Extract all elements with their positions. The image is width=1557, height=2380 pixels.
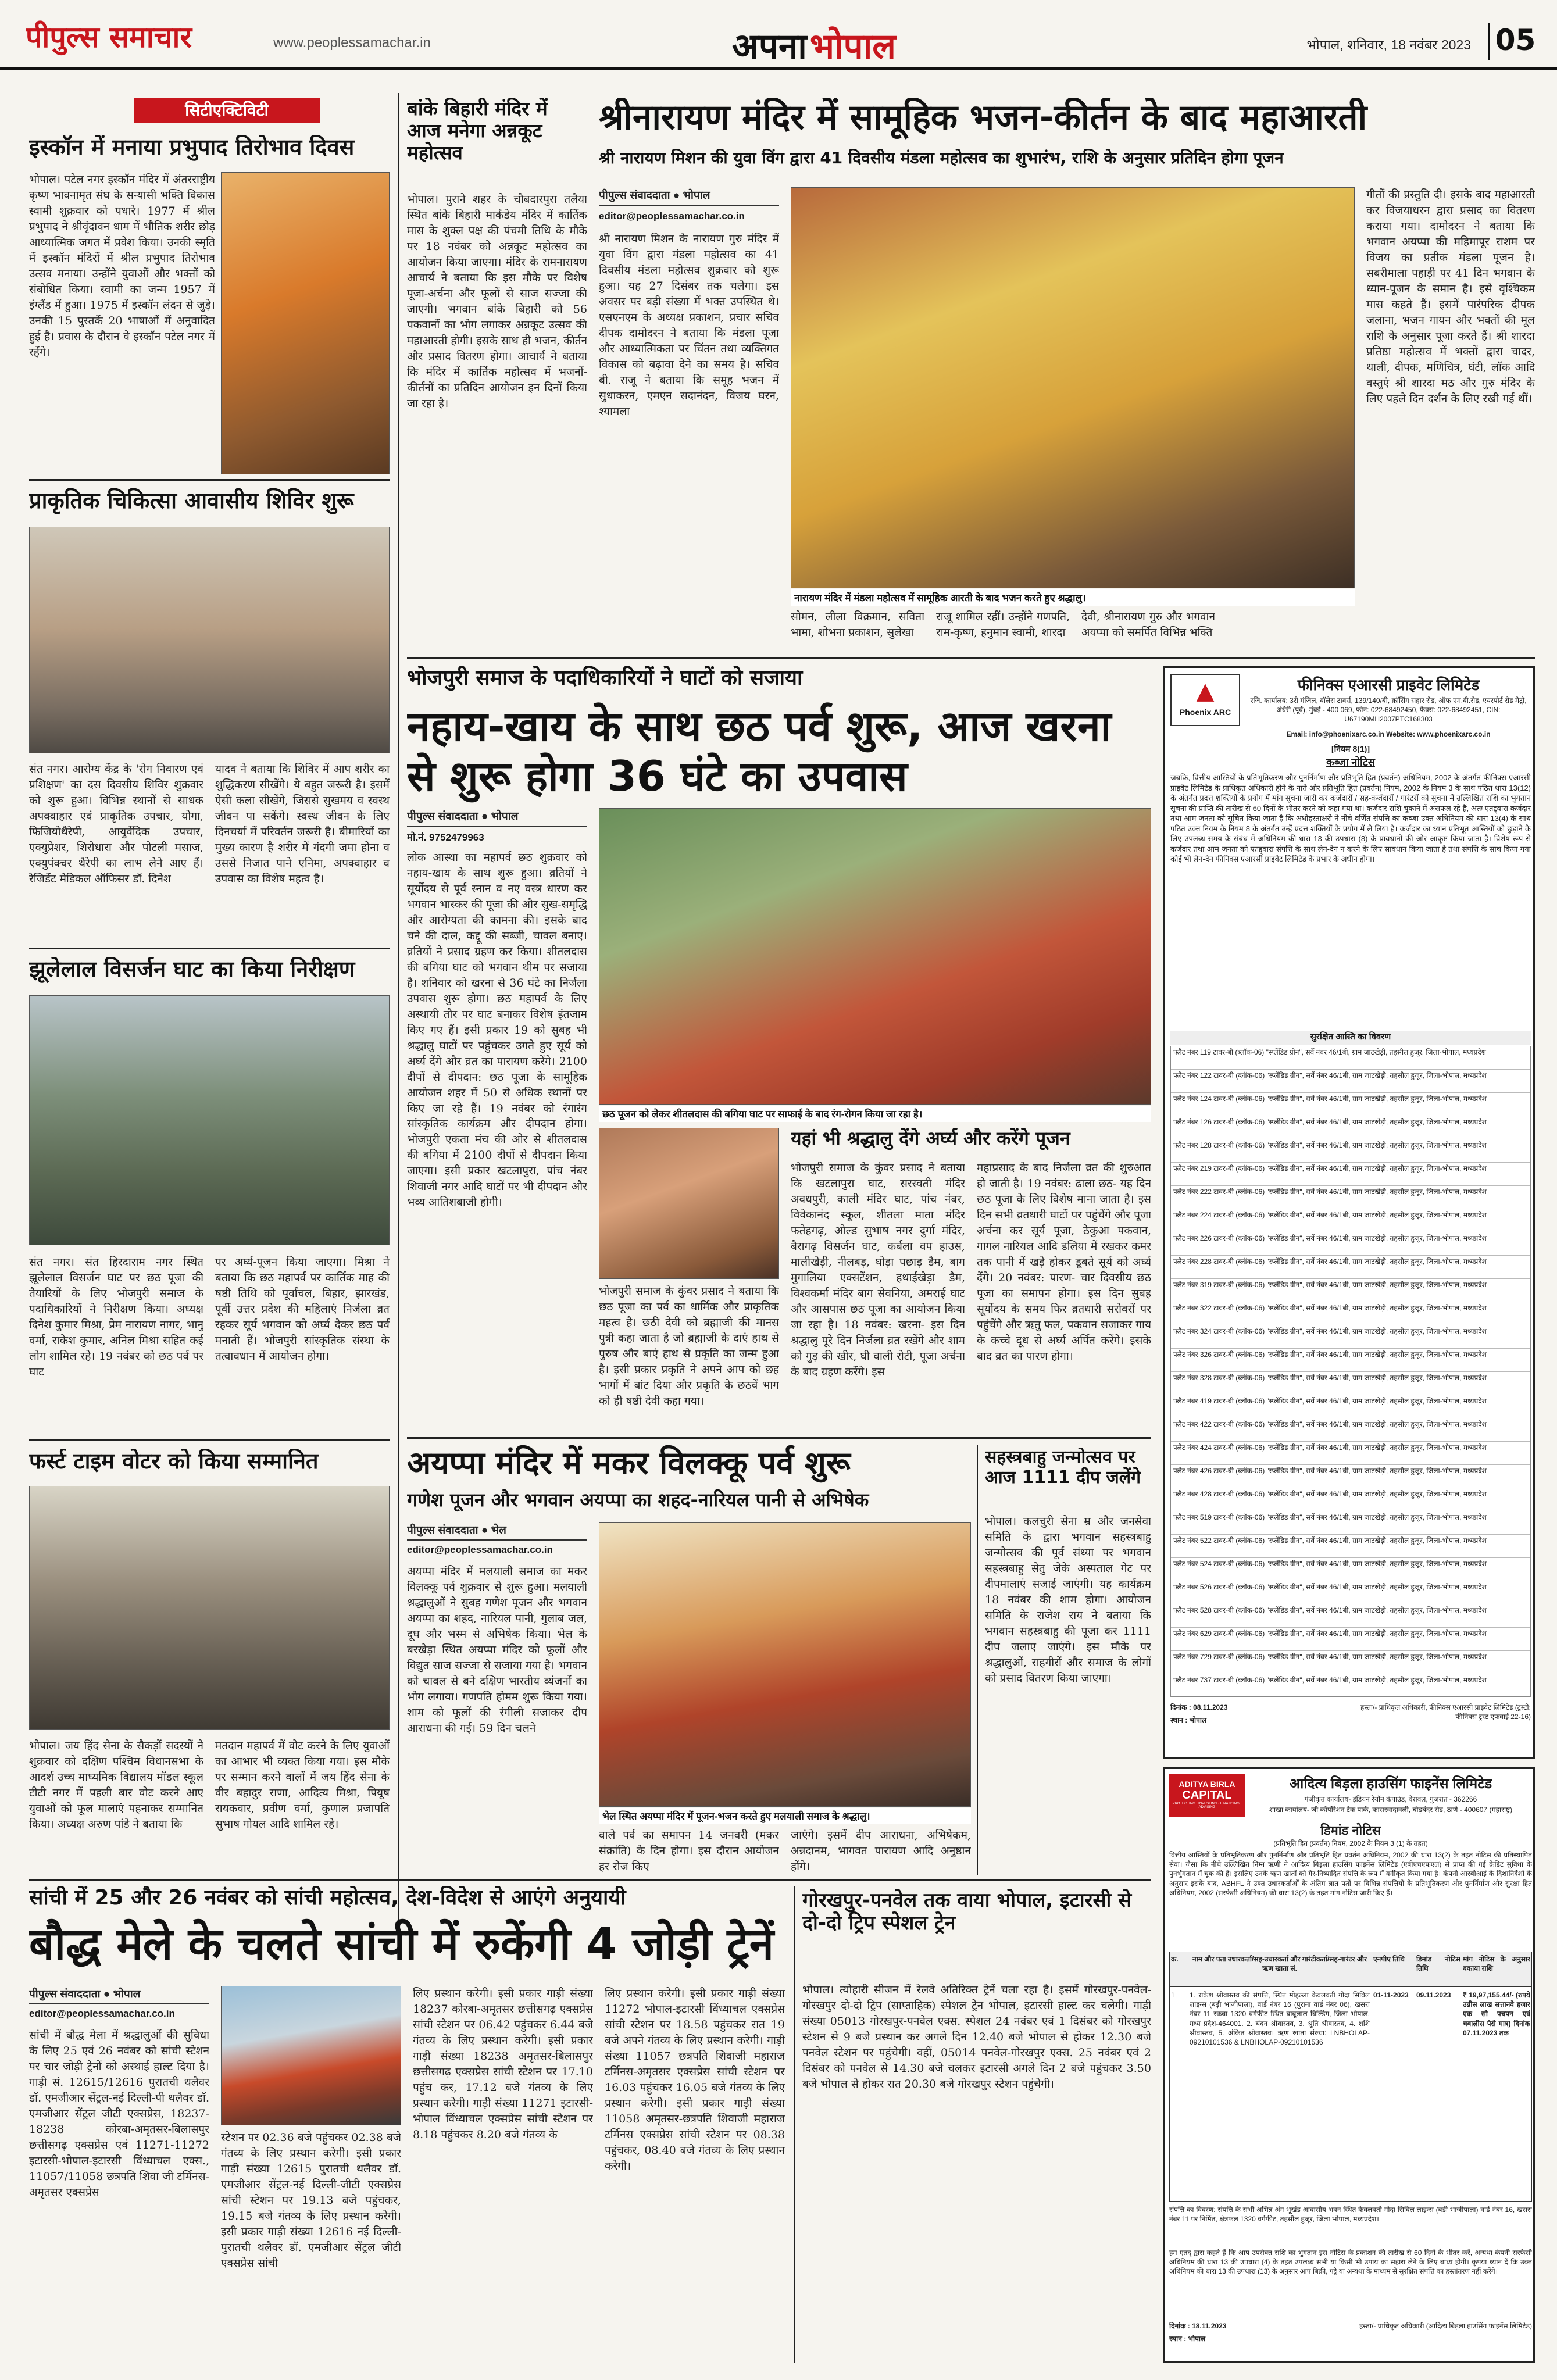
table-row: फ्लैट नंबर 528 टावर-बी (ब्लॉक-06) "स्प्लेंडिड ग्रीन", सर्वे नंबर 46/1बी, ग्राम जाटखेड़ी, तहसील हुजूर, जिला-भोपाल, मध्यप्रदेश [1171, 1604, 1530, 1628]
phoenix-schedule-title: सुरक्षित आस्ति का विवरण [1170, 1031, 1531, 1045]
sanchi-col2: स्टेशन पर 02.36 बजे पहुंचकर 02.38 बजे गंतव्य के लिए प्रस्थान करेगी। इसी प्रकार गाड़ी संख्या 12615 पुरातची थलैवर डॉ. एमजीआर सेंट्रल-नई दिल्ली-जीटी एक्सप्रेस सांची स्टेशन पर 19.13 बजे पहुंचकर, 19.15 बजे गंतव्य के लिए प्रस्थान करेगी। इसी प्रकार गाड़ी संख्या 12616 नई दिल्ली-पुरातची थलैवर डॉ. एमजीआर सेंट्रल जीटी एक्सप्रेस सांची [221, 2131, 401, 2270]
aditya-reg-office: पंजीकृत कार्यालय- इंडियन रेयॉन कंपाउंड, वेरावल, गुजरात - 362266 [1304, 1795, 1477, 1803]
aditya-th-npa: एनपीए तिथि [1373, 1955, 1405, 1963]
aditya-th-details: नाम और पता उधारकर्ता/सह-उधारकर्ता और गारंटीकर्ता/सह-गारंटर और ऋण खाता सं. [1192, 1955, 1367, 1973]
table-row: फ्लैट नंबर 119 टावर-बी (ब्लॉक-06) "स्प्लेंडिड ग्रीन", सर्वे नंबर 46/1बी, ग्राम जाटखेड़ी, तहसील हुजूर, जिला-भोपाल, मध्यप्रदेश [1171, 1046, 1530, 1070]
sanchi-train-photo [221, 1986, 401, 2125]
aditya-td-npa: 01-11-2023 [1373, 1991, 1409, 1999]
aditya-table [1169, 1952, 1532, 2202]
naturo-col2: यादव ने बताया कि शिविर में आप शरीर का शुद्धिकरण सीखेंगे। ये बहुत जरूरी है। इसमें ऐसी कला सीखेंगे, जिससे सुखमय व स्वस्थ जीवन पा सकेंगे। स्वस्थ जीवन के लिए दिनचर्या में परिवर्तन जरूरी है। बीमारियों का मुख्य कारण है शरीर में गंदगी जमा होना व उससे निजात पाने एनिमा, अपक्वाहार व उपवास का विशेष महत्व है। [215, 763, 390, 885]
aditya-th-amount: मांग नोटिस के अनुसार बकाया राशि [1463, 1955, 1530, 1973]
shrinarayan-email: editor@peoplessamachar.co.in [599, 210, 745, 221]
aditya-th-demand: डिमांड नोटिस तिथि [1416, 1955, 1460, 1973]
aditya-property-desc: संपत्ति का विवरण: संपत्ति के सभी अभिन्न अंग भूखंड आवासीय भवन स्थित केवलवती गोदा सिविल लाइन्स (बड़ी भाजीपाला) वार्ड नंबर 16, खसरा नंबर 11 पर निर्मित, क्षेत्रफल 1320 वर्गफीट, तहसील हुजूर, जिला भोपाल, मध्यप्रदेश। [1169, 2206, 1532, 2224]
table-row: फ्लैट नंबर 629 टावर-बी (ब्लॉक-06) "स्प्लेंडिड ग्रीन", सर्वे नंबर 46/1बी, ग्राम जाटखेड़ी, तहसील हुजूर, जिला-भोपाल, मध्यप्रदेश [1171, 1628, 1530, 1651]
phoenix-email: Email: info@phoenixarc.co.in Website: www.phoenixarc.co.in [1286, 730, 1491, 738]
shrinarayan-headline: श्रीनारायण मंदिर में सामूहिक भजन-कीर्तन के बाद महाआरती [599, 98, 1367, 138]
sanchi-kicker: सांची में 25 और 26 नवंबर को सांची महोत्सव, देश-विदेश से आएंगे अनुयायी [29, 1886, 626, 1910]
ayyappa-email: editor@peoplessamachar.co.in [407, 1544, 553, 1555]
shrinarayan-col2: सोमन, लीला विक्रमान, सविता भामा, शोभना प्रकाशन, सुलेखा [791, 610, 924, 639]
table-row: फ्लैट नंबर 729 टावर-बी (ब्लॉक-06) "स्प्लेंडिड ग्रीन", सर्वे नंबर 46/1बी, ग्राम जाटखेड़ी, तहसील हुजूर, जिला-भोपाल, मध्यप्रदेश [1171, 1651, 1530, 1674]
gorakhpur-headline: गोरखपुर-पनवेल तक वाया भोपाल, इटारसी से दो-दो ट्रिप स्पेशल ट्रेन [802, 1889, 1132, 1935]
divider [407, 1437, 1151, 1439]
chhath-col2-side: भोजपुरी समाज के कुंवर प्रसाद ने बताया कि छठ पूजा का पर्व का धार्मिक और प्राकृतिक महत्व है। छठी देवी को ब्रह्माजी की मानस पुत्री कहा जाता है जो ब्रह्माजी के दाएं हाथ से पुरुष और बाएं हाथ से प्रकृति का जन्म हुआ है। इसी प्रकार प्रकृति ने अपने आप को छह भागों में बांट दिया और प्रकृति के छठवें भाग को ही षष्ठी देवी कहा गया। [599, 1285, 779, 1407]
gorakhpur-body: भोपाल। त्योहारी सीजन में रेलवे अतिरिक्त ट्रेनें चला रहा है। इसमें गोरखपुर-पनवेल-गोरखपुर दो-दो ट्रिप (साप्ताहिक) स्पेशल ट्रेन भोपाल, इटारसी हाल्ट कर चलेगी। गाड़ी संख्या 05013 गोरखपुर-पनवेल एक्स. स्पेशल 24 नवंबर एवं 1 दिसंबर को गोरखपुर स्टेशन से 9 बजे प्रस्थान कर अगले दिन 12.40 बजे भोपाल से होकर 12.30 बजे पनवेल स्टेशन पर पहुंचेगी। वहीं, 05014 पनवेल-गोरखपुर एक्स. 25 नवंबर एवं 2 दिसंबर को पनवेल से 14.30 बजे चलकर इटारसी अगले दिन 2 बजे पहुंचकर 3.50 बजे भोपाल से होकर रात 20.30 बजे गोरखपुर स्टेशन पहुंचेगी। [802, 1984, 1151, 2090]
sanchi-col3: लिए प्रस्थान करेगी। इसी प्रकार गाड़ी संख्या 11272 भोपाल-इटारसी विंध्याचल एक्सप्रेस सांची स्टेशन पर 18.58 पहुंचकर रात 19 बजे अपने गंतव्य के लिए प्रस्थान करेगी। गाड़ी संख्या 11057 छत्रपति शिवाजी महाराज टर्मिनस-अमृतसर एक्सप्रेस सांची स्टेशन पर 16.03 पहुंचकर 16.05 बजे गंतव्य के लिए प्रस्थान करेगी। इसी प्रकार गाड़ी संख्या 11058 अमृतसर-छत्रपति शिवाजी महाराज टर्मिनस एक्सप्रेस सांची स्टेशन पर 08.38 पहुंचकर, 08.40 बजे गंतव्य के लिए प्रस्थान करेगी। [605, 1987, 785, 2172]
sanchi-byline: पीपुल्स संवाददाता ● भोपाल [29, 1986, 209, 2004]
section-title [669, 21, 959, 67]
phoenix-notice: कब्जा नोटिस [1326, 756, 1375, 768]
paper-logo [26, 16, 270, 57]
divider [407, 657, 1535, 659]
table-row: फ्लैट नंबर 222 टावर-बी (ब्लॉक-06) "स्प्लेंडिड ग्रीन", सर्वे नंबर 46/1बी, ग्राम जाटखेड़ी, तहसील हुजूर, जिला-भोपाल, मध्यप्रदेश [1171, 1186, 1530, 1209]
table-row: फ्लैट नंबर 128 टावर-बी (ब्लॉक-06) "स्प्लेंडिड ग्रीन", सर्वे नंबर 46/1बी, ग्राम जाटखेड़ी, तहसील हुजूर, जिला-भोपाल, मध्यप्रदेश [1171, 1139, 1530, 1163]
chhath-col1: लोक आस्था का महापर्व छठ शुक्रवार को नहाय-खाय के साथ शुरू हुआ। व्रतियों ने सूर्योदय से पूर्व स्नान व नए वस्त्र धारण कर भगवान भास्कर की पूजा की और सुख-समृद्धि और आरोग्यता की कामना की। इसके बाद चने की दाल, कद्दू की सब्जी, चावल बनाए। व्रतियों ने प्रसाद ग्रहण कर किया। शीतलदास की बगिया घाट को भगवान थीम पर सजाया है। शनिवार को खरना से 36 घंटे का निर्जला उपवास शुरू होगा। छठ महापर्व के लिए अस्थायी तौर पर घाट बनाकर विशेष इंतजाम किए गए हैं। इसी प्रकार 19 को सुबह भी श्रद्धालु घाटों पर पहुंचकर उगते हुए सूर्य को अर्घ्य देंगे और व्रत का पारायण करेंगे। 2100 दीपों से दीपदान: छठ पूजा के सामूहिक आयोजन शहर में 50 से अधिक स्थानों पर किए जा रहे हैं। 19 नवंबर को रंगारंग सांस्कृतिक कार्यक्रम और दीपदान होगा। भोजपुरी एकता मंच की ओर से शीतलदास की बगिया में 2100 दीपों से दीपदान किया जाएगा। इसी प्रकार खटलापुरा, पांच नंबर शिवाजी नगर आदि घाटों पर भी दीपदान और भव्य आतिशबाजी होगी। [407, 851, 587, 1209]
chhath-subheadline: यहां भी श्रद्धालु देंगे अर्घ्य और करेंगे पूजन [791, 1128, 1070, 1149]
section-title-a: अपना [732, 26, 807, 67]
aditya-tagline: PROTECTING · INVESTING · FINANCING · ADVISING [1172, 1802, 1242, 1809]
paper-name: पीपुल्स समाचार [26, 20, 192, 54]
phoenix-logo-text: Phoenix ARC [1179, 707, 1231, 717]
sanchi-col1: सांची में बौद्ध मेला में श्रद्धालुओं की सुविधा के लिए 25 एवं 26 नवंबर को सांची स्टेशन पर चार जोड़ी ट्रेनों को अस्थाई हाल्ट दिया है। गाड़ी सं. 12615/12616 पुरातची थलैवर डॉ. एमजीआर सेंट्रल-नई दिल्ली-पी थलैवर डॉ. एमजीआर सेंट्रल जीटी एक्सप्रेस, 18237-18238 कोरबा-अमृतसर-बिलासपुर छत्तीसगढ़ एक्सप्रेस एवं 11271-11272 इटारसी-भोपाल-इटारसी विंध्याचल एक्स., 11057/11058 छत्रपति शिवा जी टर्मिनस-अमृतसर एक्सप्रेस [29, 2029, 209, 2199]
sahastra-body: भोपाल। कलचुरी सेना म्र और जनसेवा समिति के द्वारा भगवान सहस्त्रबाहु जन्मोत्सव की पूर्व संध्या पर भगवान सहस्त्रबाहु सेतु जेके अस्पताल गेट पर दीपमालाएं सजाई जाएंगी। यह कार्यक्रम 18 नवंबर की शाम होगा। आयोजन समिति के राजेश राय ने बताया कि भगवान सहस्त्रबाहु की पूजा कर 1111 दीप जलाए जाएंगे। इस मौके पर श्रद्धालुओं, राहगीरों और समाज के लोगों को प्रसाद वितरण किया जाएगा। [985, 1515, 1151, 1685]
phoenix-ad [1163, 666, 1535, 1759]
dateline: भोपाल, शनिवार, 18 नवंबर 2023 [1306, 37, 1471, 52]
chhath-small-photo [599, 1128, 779, 1279]
phoenix-body: जबकि, वित्तीय आस्तियों के प्रतिभूतिकरण और पुनर्निर्माण और प्रतिभूति हित (प्रवर्तन) अधिनियम, 2002 के अंतर्गत फीनिक्स एआरसी प्राइवेट लिमिटेड के प्राधिकृत अधिकारी होने के नाते और प्रतिभूति हित (प्रवर्तन) नियम, 2002 के नियम 3 के साथ पठित धारा 13(12) के अंतर्गत प्रदत्त शक्तियों के प्रयोग में मांग सूचना जारी कर कर्जदारों / सह-कर्जदारों / गारंटरों को सूचना में उल्लिखित राशि का भुगतान सूचना की प्राप्ति की तारीख से 60 दिनों के भीतर करने को कहा गया था। कर्जदार राशि चुकाने में असफल रहे हैं, अतः एतद्द्वारा कर्जदार तथा आम जनता को सूचित किया जाता है कि अधोहस्ताक्षरी ने नीचे वर्णित संपत्ति का कब्जा उक्त अधिनियम की धारा 13(4) के साथ पठित उक्त नियम के नियम 8 के अंतर्गत उन्हें प्रदत्त शक्तियों के प्रयोग में ले लिया है। कर्जदार का ध्यान प्रतिभूत आस्तियों को छुड़ाने के लिए उपलब्ध समय के संबंध में अधिनियम की धारा 13 की उपधारा (8) के प्रावधानों की ओर आकृष्ट किया जाता है। विशेष रूप से कर्जदार तथा आम जनता को एतद्द्वारा संपत्ति के साथ लेन-देन न करने के लिए सावधान किया जाता है तथा संपत्ति के साथ किया गया कोई भी लेन-देन फीनिक्स एआरसी प्राइवेट लिमिटेड के प्रभार के अधीन होगा। [1170, 773, 1531, 864]
aditya-td-details: 1. राकेश श्रीवास्तव की संपत्ति, स्थित मोहल्ला केवलवती गोदा सिविल लाइन्स (बड़ी भाजीपाला), वार्ड नंबर 16 (पुराना वार्ड नंबर 06), खसरा नंबर 11 रकबा 1320 वर्गफीट स्थित बाबूलाल बिल्डिंग, जिला भोपाल, मध्य प्रदेश-464001. 2. चंदन श्रीवास्तव, 3. श्रुति श्रीवास्तव, 4. शशि श्रीवास्तव, 5. अंकित श्रीवास्तव। ऋण खाता संख्या: LNBHOLAP-09210101536 & LNBHOLAP-09210101536 [1190, 1991, 1370, 2046]
phoenix-rows [1171, 1046, 1530, 1697]
naturo-photo [29, 527, 390, 753]
table-row: फ्लैट नंबर 319 टावर-बी (ब्लॉक-06) "स्प्लेंडिड ग्रीन", सर्वे नंबर 46/1बी, ग्राम जाटखेड़ी, तहसील हुजूर, जिला-भोपाल, मध्यप्रदेश [1171, 1279, 1530, 1302]
aditya-th-sno: क्र. [1171, 1955, 1179, 1963]
ayyappa-caption: भेल स्थित अयप्पा मंदिर में पूजन-भजन करते हुए मलयाली समाज के श्रद्धालु। [599, 1808, 971, 1824]
chhath-photo [599, 808, 1151, 1105]
divider [29, 1879, 1151, 1881]
table-row: फ्लैट नंबर 522 टावर-बी (ब्लॉक-06) "स्प्लेंडिड ग्रीन", सर्वे नंबर 46/1बी, ग्राम जाटखेड़ी, तहसील हुजूर, जिला-भोपाल, मध्यप्रदेश [1171, 1535, 1530, 1558]
aditya-sign: हस्ता/- प्राधिकृत अधिकारी (आदित्य बिड़ला हाउसिंग फाइनेंस लिमिटेड) [1359, 2322, 1532, 2330]
table-row: फ्लैट नंबर 224 टावर-बी (ब्लॉक-06) "स्प्लेंडिड ग्रीन", सर्वे नंबर 46/1बी, ग्राम जाटखेड़ी, तहसील हुजूर, जिला-भोपाल, मध्यप्रदेश [1171, 1209, 1530, 1232]
jhulelal-col2: पर अर्घ्य-पूजन किया जाएगा। मिश्रा ने बताया कि छठ महापर्व पर कार्तिक माह की षष्ठी तिथि को पूर्वांचल, बिहार, झारखंड, पूर्वी उत्तर प्रदेश की महिलाएं निर्जला व्रत रहकर सूर्य भगवान को अर्घ्य देकर छठ पर्व मनाती हैं। भोजपुरी सांस्कृतिक संस्था के तत्वावधान में आयोजन होगा। [215, 1256, 390, 1363]
voter-headline: फर्स्ट टाइम वोटर को किया सम्मानित [29, 1449, 319, 1474]
table-row: फ्लैट नंबर 424 टावर-बी (ब्लॉक-06) "स्प्लेंडिड ग्रीन", सर्वे नंबर 46/1बी, ग्राम जाटखेड़ी, तहसील हुजूर, जिला-भोपाल, मध्यप्रदेश [1171, 1442, 1530, 1465]
iskcon-photo [221, 172, 390, 474]
aditya-td-sno: 1 [1171, 1991, 1175, 1999]
aditya-logo-top: ADITYA BIRLA [1179, 1779, 1235, 1789]
chhath-kicker: भोजपुरी समाज के पदाधिकारियों ने घाटों को सजाया [407, 666, 803, 690]
table-row: फ्लैट नंबर 519 टावर-बी (ब्लॉक-06) "स्प्लेंडिड ग्रीन", सर्वे नंबर 46/1बी, ग्राम जाटखेड़ी, तहसील हुजूर, जिला-भोपाल, मध्यप्रदेश [1171, 1511, 1530, 1535]
table-row: फ्लैट नंबर 124 टावर-बी (ब्लॉक-06) "स्प्लेंडिड ग्रीन", सर्वे नंबर 46/1बी, ग्राम जाटखेड़ी, तहसील हुजूर, जिला-भोपाल, मध्यप्रदेश [1171, 1093, 1530, 1116]
chhath-mobile: मो.नं. 9752479963 [407, 832, 484, 843]
aditya-branch-office: शाखा कार्यालय- जी कॉर्पोरेशन टेक पार्क, कासरवादावली, घोड़बंदर रोड, ठाणे - 400607 (महाराष्ट्र) [1269, 1806, 1513, 1814]
ayyappa-headline: अयप्पा मंदिर में मकर विलक्कू पर्व शुरू [407, 1445, 851, 1481]
aditya-footer-body: हम एतद् द्वारा कहते हैं कि आप उपरोक्त राशि का भुगतान इस नोटिस के प्रकाशन की तारीख से 60 दिनों के भीतर करें, अन्यथा कंपनी सरफेसी अधिनियम की धारा 13 की उपधारा (4) के तहत उपलब्ध सभी या किसी भी उपाय का सहारा लेने के लिए बाध्य होगी। कृपया ध्यान दें कि उक्त अधिनियम की धारा 13 की उपधारा (13) के अनुसार आप बिक्री, पट्टे या अन्यथा के माध्यम से सुरक्षित संपत्ति का हस्तांतरण नहीं करेंगे। [1169, 2249, 1532, 2276]
chhath-caption: छठ पूजन को लेकर शीतलदास की बगिया घाट पर साफाई के बाद रंग-रोगन किया जा रहा है। [599, 1106, 1151, 1122]
aditya-rule-line: (प्रतिभूति हित (प्रवर्तन) नियम, 2002 के नियम 3 (1) के तहत) [1273, 1839, 1428, 1847]
page-number: 05 [1488, 23, 1541, 60]
sanchi-headline: बौद्ध मेले के चलते सांची में रुकेंगी 4 जोड़ी ट्रेनें [29, 1918, 774, 1970]
ayyappa-col1: अयप्पा मंदिर में मलयाली समाज का मकर विलक्कू पर्व शुक्रवार से शुरू हुआ। मलयाली श्रद्धालुओं ने सुबह गणेश पूजन और भगवान अयप्पा का शहद, नारियल पानी, गुलाब जल, दूध और भस्म से अभिषेक किया। भेल के बरखेड़ा स्थित अयप्पा मंदिर को फूलों और विद्युत साज सज्जा से सजाया गया है। भगवान को चावल से बने दक्षिण भारतीय व्यंजनों का भोग लगाया। गणपति होमम शुरू किया गया। शाम को फूलों की रंगीली सजाकर दीप आराधना की गई। 59 दिन चलने [407, 1565, 587, 1735]
iskcon-body: भोपाल। पटेल नगर इस्कॉन मंदिर में अंतरराष्ट्रीय कृष्ण भावनामृत संघ के सन्यासी भक्ति विकास स्वामी शुक्रवार को पधारे। 1977 में श्रील प्रभुपाद ने श्रीवृंदावन धाम में भौतिक शरीर छोड़ आध्यात्मिक जगत में प्रवेश किया। उनकी स्मृति में इस्कॉन मंदिरों में श्रील प्रभुपाद तिरोभाव उत्सव मनाया। उन्होंने युवाओं और भक्तों को संबोधित किया। स्वामी का जन्म 1957 में इंग्लैंड में हुआ। 1975 में इस्कॉन लंदन से जुड़े। उनकी 15 पुस्तकें 20 भाषाओं में अनुवादित हुई है। प्रवास के दौरान वे इस्कॉन पटेल नगर में रहेंगे। [29, 173, 215, 359]
phoenix-logo-icon: ▲ [1196, 678, 1215, 705]
table-row: फ्लैट नंबर 322 टावर-बी (ब्लॉक-06) "स्प्लेंडिड ग्रीन", सर्वे नंबर 46/1बी, ग्राम जाटखेड़ी, तहसील हुजूर, जिला-भोपाल, मध्यप्रदेश [1171, 1302, 1530, 1325]
phoenix-title: फीनिक्स एआरसी प्राइवेट लिमिटेड [1297, 676, 1480, 694]
table-row: फ्लैट नंबर 126 टावर-बी (ब्लॉक-06) "स्प्लेंडिड ग्रीन", सर्वे नंबर 46/1बी, ग्राम जाटखेड़ी, तहसील हुजूर, जिला-भोपाल, मध्यप्रदेश [1171, 1116, 1530, 1139]
divider [29, 948, 390, 949]
table-row: फ्लैट नंबर 422 टावर-बी (ब्लॉक-06) "स्प्लेंडिड ग्रीन", सर्वे नंबर 46/1बी, ग्राम जाटखेड़ी, तहसील हुजूर, जिला-भोपाल, मध्यप्रदेश [1171, 1418, 1530, 1442]
chhath-col2: भोजपुरी समाज के कुंवर प्रसाद ने बताया कि खटलापुरा घाट, सरस्वती मंदिर अवधपुरी, काली मंदिर घाट, पांच नंबर, विवेकानंद स्कूल, शीतला माता मंदिर फतेहगढ़, ओल्ड सुभाष नगर दुर्गा मंदिर, बैरागढ़ विसर्जन घाट, कर्बला वप हाउस, मालीखेड़ी, नीलबड़, घोड़ा पछाड़ डैम, बाग मुगालिया एक्सटेंशन, हथाईखेड़ा डैम, विश्वकर्मा मंदिर बाग सेवनिया, अमराई घाट और आसपास छठ पूजा का आयोजन किया जा रहा है। 18 नवंबर: खरना- इस दिन श्रद्धालु पूरे दिन निर्जला व्रत रखेंगे और शाम को गुड़ की खीर, घी वाली रोटी, पूजा अर्चना के बाद ग्रहण करेंगे। इस [791, 1162, 965, 1378]
voter-col2: मतदान महापर्व में वोट करने के लिए युवाओं का आभार भी व्यक्त किया गया। इस मौके पर सम्मान करने वालों में जय हिंद सेना के वीर बहादुर राणा, आदित्य मिश्रा, पियूष रायकवार, प्रवीण वर्मा, कुणाल प्रजापति सुभाष गोयल आदि शामिल रहे। [215, 1739, 390, 1831]
website: www.peoplessamachar.in [273, 35, 431, 51]
phoenix-rule: [नियम 8(1)] [1331, 744, 1370, 753]
phoenix-schedule-table [1170, 1046, 1531, 1697]
aditya-body: वित्तीय आस्तियों के प्रतिभूतिकरण और पुनर्निर्माण और प्रतिभूति हित प्रवर्तन अधिनियम, 2002 की धारा 13(2) के तहत नोटिस की प्रतिस्थापित सेवा। जैसा कि नीचे उल्लिखित निम्न ऋणी ने आदित्य बिड़ला हाउसिंग फाइनेंस लिमिटेड (एबीएचएफएल) से प्राप्त की गई क्रेडिट सुविधा के पुनर्भुगतान में चूक की है। इसलिए उनके ऋण खातों को गैर-निष्पादित संपत्ति के रूप में वर्गीकृत किया गया है। कंपनी आरबीआई के दिशानिर्देशों के अनुसार इसके बाद, ABHFL ने उक्त उधारकर्ताओं के अंतिम ज्ञात पतों पर विभिन्न संपत्तियों के प्रतिभूतिकरण और पुनर्निर्माण और सुरक्षा हित अधिनियम, 2002 (सरफेसी अधिनियम) की धारा 13(2) के तहत मांग नोटिस जारी किए हैं। [1169, 1851, 1532, 1897]
banke-body: भोपाल। पुराने शहर के चौबदारपुरा तलैया स्थित बांके बिहारी मार्कंडेय मंदिर में कार्तिक मास के शुक्ल पक्ष की पंचमी तिथि के मौके पर 18 नवंबर को अन्नकूट महोत्सव का आयोजन किया जाएगा। मंदिर के रामनारायण आचार्य ने बताया कि इस मौके पर विशेष पूजा-अर्चना और फूलों से साज सज्जा की जाएगी। भगवान बांके बिहारी को 56 पकवानों का भोग लगाकर अन्नकूट उत्सव की महाआरती होगी। इसके साथ ही भजन, कीर्तन और प्रसाद वितरण होगा। आचार्य ने बताया कि मंदिर में कार्तिक महोत्सव में भजनों-कीर्तनों का प्रतिदिन आयोजन इन दिनों किया जा रहा है। [407, 193, 587, 410]
divider [29, 479, 390, 481]
table-row: फ्लैट नंबर 122 टावर-बी (ब्लॉक-06) "स्प्लेंडिड ग्रीन", सर्वे नंबर 46/1बी, ग्राम जाटखेड़ी, तहसील हुजूर, जिला-भोपाल, मध्यप्रदेश [1171, 1070, 1530, 1093]
ayyappa-subhead: गणेश पूजन और भगवान अयप्पा का शहद-नारियल पानी से अभिषेक [407, 1489, 869, 1511]
jhulelal-headline: झूलेलाल विसर्जन घाट का किया निरीक्षण [29, 957, 355, 982]
table-row: फ्लैट नंबर 426 टावर-बी (ब्लॉक-06) "स्प्लेंडिड ग्रीन", सर्वे नंबर 46/1बी, ग्राम जाटखेड़ी, तहसील हुजूर, जिला-भोपाल, मध्यप्रदेश [1171, 1465, 1530, 1488]
ayyappa-col2: वाले पर्व का समापन 14 जनवरी (मकर संक्रांति) के दिन होगा। इस दौरान आयोजन हर रोज किए [599, 1829, 779, 1873]
voter-col1: भोपाल। जय हिंद सेना के सैकड़ों सदस्यों ने शुक्रवार को दक्षिण पश्चिम विधानसभा के आदर्श उच्च माध्यमिक विद्यालय मॉडल स्कूल टीटी नगर में पहली बार वोट करने आए युवाओं को फूल मालाएं पहनाकर सम्मानित किया। अध्यक्ष अरुण पांडे ने बताया कि [29, 1739, 203, 1831]
naturo-headline: प्राकृतिक चिकित्सा आवासीय शिविर शुरू [29, 488, 354, 513]
jhulelal-col1: संत नगर। संत हिरदाराम नगर स्थित झूलेलाल विसर्जन घाट पर छठ पूजा की तैयारियों के लिए भोजपुरी समाज के पदाधिकारियों ने निरीक्षण किया। अध्यक्ष दिनेश कुमार मिश्रा, प्रेम नारायण नागर, भानु वर्मा, राकेश कुमार, अनिल मिश्रा सहित कई लोग शामिल रहे। 19 नवंबर को छठ पर्व पर घाट [29, 1256, 203, 1378]
chhath-byline: पीपुल्स संवाददाता ● भोपाल [407, 808, 587, 827]
shrinarayan-subhead: श्री नारायण मिशन की युवा विंग द्वारा 41 दिवसीय मंडला महोत्सव का शुभारंभ, राशि के अनुसार प्रतिदिन होगा पूजन [599, 149, 1284, 167]
shrinarayan-caption: नारायण मंदिर में मंडला महोत्सव में सामूहिक आरती के बाद भजन करते हुए श्रद्धालु। [791, 589, 1355, 606]
table-row: फ्लैट नंबर 428 टावर-बी (ब्लॉक-06) "स्प्लेंडिड ग्रीन", सर्वे नंबर 46/1बी, ग्राम जाटखेड़ी, तहसील हुजूर, जिला-भोपाल, मध्यप्रदेश [1171, 1488, 1530, 1511]
sahastra-headline: सहस्त्रबाहु जन्मोत्सव पर आज 1111 दीप जलेंगे [985, 1448, 1141, 1488]
aditya-table-header [1170, 1952, 1532, 1987]
banke-headline: बांके बिहारी मंदिर में आज मनेगा अन्नकूट महोत्सव [407, 98, 548, 164]
aditya-notice: डिमांड नोटिस [1320, 1823, 1381, 1838]
shrinarayan-col3: राजू शामिल रहीं। उन्होंने गणपति, राम-कृष्ण, हनुमान स्वामी, शारदा [936, 610, 1070, 639]
shrinarayan-byline: पीपुल्स संवाददाता ● भोपाल [599, 187, 779, 206]
city-activity-label: सिटीएक्टिविटी [134, 98, 320, 123]
phoenix-sign: हस्ता/- प्राधिकृत अधिकारी, फीनिक्स एआरसी प्राइवेट लिमिटेड (ट्रस्टी: फीनिक्स ट्रस्ट एफवाई 22-16) [1360, 1703, 1531, 1721]
column-rule [398, 93, 399, 1930]
table-row: फ्लैट नंबर 326 टावर-बी (ब्लॉक-06) "स्प्लेंडिड ग्रीन", सर्वे नंबर 46/1बी, ग्राम जाटखेड़ी, तहसील हुजूर, जिला-भोपाल, मध्यप्रदेश [1171, 1349, 1530, 1372]
aditya-logo-bottom: CAPITAL [1182, 1789, 1232, 1802]
jhulelal-photo [29, 995, 390, 1245]
aditya-logo [1169, 1774, 1245, 1817]
chhath-headline: नहाय-खाय के साथ छठ पर्व शुरू, आज खरना से शुरू होगा 36 घंटे का उपवास [407, 702, 1112, 801]
sanchi-col2-top: लिए प्रस्थान करेगी। इसी प्रकार गाड़ी संख्या 18237 कोरबा-अमृतसर छत्तीसगढ़ एक्सप्रेस सांची स्टेशन पर 06.42 पहुंचकर 6.44 बजे गंतव्य के लिए प्रस्थान करेगी। इसी प्रकार गाड़ी संख्या 18238 अमृतसर-बिलासपुर छत्तीसगढ़ एक्सप्रेस सांची स्टेशन पर 17.10 पहुंच कर, 17.12 बजे गंतव्य के लिए प्रस्थान करेगी। गाड़ी संख्या 11271 इटारसी-भोपाल विंध्याचल एक्सप्रेस सांची स्टेशन पर 8.18 पहुंचकर 8.20 बजे गंतव्य के [413, 1987, 593, 2141]
phoenix-logo [1170, 674, 1240, 726]
section-title-b: भोपाल [809, 26, 896, 67]
table-row: फ्लैट नंबर 524 टावर-बी (ब्लॉक-06) "स्प्लेंडिड ग्रीन", सर्वे नंबर 46/1बी, ग्राम जाटखेड़ी, तहसील हुजूर, जिला-भोपाल, मध्यप्रदेश [1171, 1558, 1530, 1581]
ayyappa-photo [599, 1522, 971, 1807]
chhath-col3: महाप्रसाद के बाद निर्जला व्रत की शुरुआत हो जाती है। 19 नवंबर: ढाला छठ- यह दिन छठ पूजा के लिए विशेष माना जाता है। इस दिन सभी व्रतधारी घाटों पर पहुंचेंगे और पूजा अर्चना कर सूर्य पूजा, ठेकुआ पकवान, गागल नारियल आदि डलिया में रखकर कमर तक पानी में खड़े होकर डूबते सूर्य को अर्घ्य देंगे। 20 नवंबर: पारण- चार दिवसीय छठ पूजा का समापन होगा। इस दिन सुबह सूर्योदय के समय फिर व्रतधारी सरोवरों पर पहुंचेंगे और ऋतु फल, पकवान सजाकर गाय के कच्चे दूध से अर्घ्य अर्पित करेंगे। इसके बाद व्रत का पारण होगा। [977, 1162, 1151, 1363]
aditya-title: आदित्य बिड़ला हाउसिंग फाइनेंस लिमिटेड [1289, 1776, 1492, 1792]
column-rule [977, 1445, 978, 1875]
shrinarayan-col5: गीतों की प्रस्तुति दी। इसके बाद महाआरती कर विजयाधरन द्वारा प्रसाद का वितरण कराया गया। दामोदरन ने बताया कि भगवान अयप्पा की महिमापूर राशम पर विजय का प्रतीक मंडला पूजन है। सबरीमाला पहाड़ी पर 41 दिन भगवान के ध्यान-पूजन के समान है। इसे वृश्चिकम मास कहते हैं। इसमें पारंपरिक दीपक जलाना, भजन गायन और भक्तों की मूल राशि के अनुसार पूजा करते हैं। श्री शारदा प्रतिष्ठा महोत्सव में भक्तों द्वारा चादर, थाली, दीपक, मणिचित्र, घंटी, लॉक आदि वस्तुएं श्री शारदा मठ और गुरु मंदिर के लिए पहले दिन दर्शन के लिए रखी गई थीं। [1366, 188, 1535, 405]
table-row: फ्लैट नंबर 419 टावर-बी (ब्लॉक-06) "स्प्लेंडिड ग्रीन", सर्वे नंबर 46/1बी, ग्राम जाटखेड़ी, तहसील हुजूर, जिला-भोपाल, मध्यप्रदेश [1171, 1395, 1530, 1418]
phoenix-address: रजि. कार्यालय: 3री मंजिल, वॉलेस टावर्स, 139/140/बी, क्रॉसिंग सहार रोड, ऑफ एम.वी.रोड, एयरपोर्ट रोड मेट्रो, अंधेरी (पूर्व), मुंबई - 400 069, फोन: 022-68492450, फैक्स: 022-68492451, CIN: U67190MH2007PTC168303 [1250, 696, 1527, 724]
shrinarayan-photo [791, 187, 1355, 588]
table-row: फ्लैट नंबर 228 टावर-बी (ब्लॉक-06) "स्प्लेंडिड ग्रीन", सर्वे नंबर 46/1बी, ग्राम जाटखेड़ी, तहसील हुजूर, जिला-भोपाल, मध्यप्रदेश [1171, 1256, 1530, 1279]
table-row: फ्लैट नंबर 324 टावर-बी (ब्लॉक-06) "स्प्लेंडिड ग्रीन", सर्वे नंबर 46/1बी, ग्राम जाटखेड़ी, तहसील हुजूर, जिला-भोपाल, मध्यप्रदेश [1171, 1325, 1530, 1349]
iskcon-headline: इस्कॉन में मनाया प्रभुपाद तिरोभाव दिवस [29, 135, 355, 160]
naturo-col1: संत नगर। आरोग्य केंद्र के 'रोग निवारण एवं प्रशिक्षण' का दस दिवसीय शिविर शुक्रवार को शुरू हुआ। विभिन्न स्थानों से साधक अपक्वाहार एवं प्राकृतिक उपचार, योगा, फिजियोथैरेपी, आयुर्वेदिक उपचार, एक्युप्रेशर, शिरोधारा और पोटली मसाज, एक्युपंक्चर थैरेपी का लाभ लेने आए हैं। रेजिडेंट मेडिकल ऑफिसर डॉ. दिनेश [29, 763, 203, 885]
column-rule [794, 1886, 795, 2363]
masthead [0, 0, 1557, 70]
table-row: फ्लैट नंबर 526 टावर-बी (ब्लॉक-06) "स्प्लेंडिड ग्रीन", सर्वे नंबर 46/1बी, ग्राम जाटखेड़ी, तहसील हुजूर, जिला-भोपाल, मध्यप्रदेश [1171, 1581, 1530, 1604]
aditya-td-demand: 09.11.2023 [1416, 1991, 1451, 1999]
shrinarayan-col4: देवी, श्रीनारायण गुरु और भगवान अयप्पा को समर्पित विभिन्न भक्ति [1081, 610, 1215, 639]
table-row: फ्लैट नंबर 226 टावर-बी (ब्लॉक-06) "स्प्लेंडिड ग्रीन", सर्वे नंबर 46/1बी, ग्राम जाटखेड़ी, तहसील हुजूर, जिला-भोपाल, मध्यप्रदेश [1171, 1232, 1530, 1256]
sanchi-email: editor@peoplessamachar.co.in [29, 2008, 175, 2019]
table-row: फ्लैट नंबर 737 टावर-बी (ब्लॉक-06) "स्प्लेंडिड ग्रीन", सर्वे नंबर 46/1बी, ग्राम जाटखेड़ी, तहसील हुजूर, जिला-भोपाल, मध्यप्रदेश [1171, 1674, 1530, 1697]
phoenix-date: दिनांक : 08.11.2023 [1170, 1703, 1228, 1711]
ayyappa-byline: पीपुल्स संवाददाता ● भेल [407, 1522, 587, 1541]
aditya-place: स्थान : भोपाल [1169, 2335, 1206, 2343]
table-row: फ्लैट नंबर 219 टावर-बी (ब्लॉक-06) "स्प्लेंडिड ग्रीन", सर्वे नंबर 46/1बी, ग्राम जाटखेड़ी, तहसील हुजूर, जिला-भोपाल, मध्यप्रदेश [1171, 1163, 1530, 1186]
phoenix-place: स्थान : भोपाल [1170, 1716, 1207, 1724]
table-row: फ्लैट नंबर 328 टावर-बी (ब्लॉक-06) "स्प्लेंडिड ग्रीन", सर्वे नंबर 46/1बी, ग्राम जाटखेड़ी, तहसील हुजूर, जिला-भोपाल, मध्यप्रदेश [1171, 1372, 1530, 1395]
divider [29, 1439, 390, 1441]
aditya-ad [1163, 1767, 1535, 2363]
ayyappa-col3: जाएंगे। इसमें दीप आराधना, अभिषेकम, अन्नदानम, भागवत पारायण आदि अनुष्ठान होंगे। [791, 1829, 971, 1873]
aditya-date: दिनांक : 18.11.2023 [1169, 2322, 1227, 2330]
shrinarayan-col1: श्री नारायण मिशन के नारायण गुरु मंदिर में युवा विंग द्वारा मंडला महोत्सव का 41 दिवसीय मंडला महोत्सव शुक्रवार को शुरू हुआ। यह 27 दिसंबर तक चलेगा। इस अवसर पर बड़ी संख्या में भक्त उपस्थित थे। एसएनएम के अध्यक्ष प्रकाशन, प्रचार सचिव दीपक दामोदरन ने बताया कि मंडला पूजा और आध्यात्मिकता पर चिंतन तथा व्यक्तिगत विकास को बढ़ावा देने का समय है। सचिव बी. राजू ने बताया कि समूह भजन में सुधाकरन, एमएन सदानंदन, विजय घरन, श्यामला [599, 233, 779, 418]
voter-photo [29, 1486, 390, 1730]
aditya-td-amount: ₹ 19,97,155.44/- (रुपये उन्नीस लाख सत्तानवे हजार एक सौ पचपन एवं चवालीस पैसे मात्र) दिनांक 07.11.2023 तक [1463, 1991, 1530, 2037]
